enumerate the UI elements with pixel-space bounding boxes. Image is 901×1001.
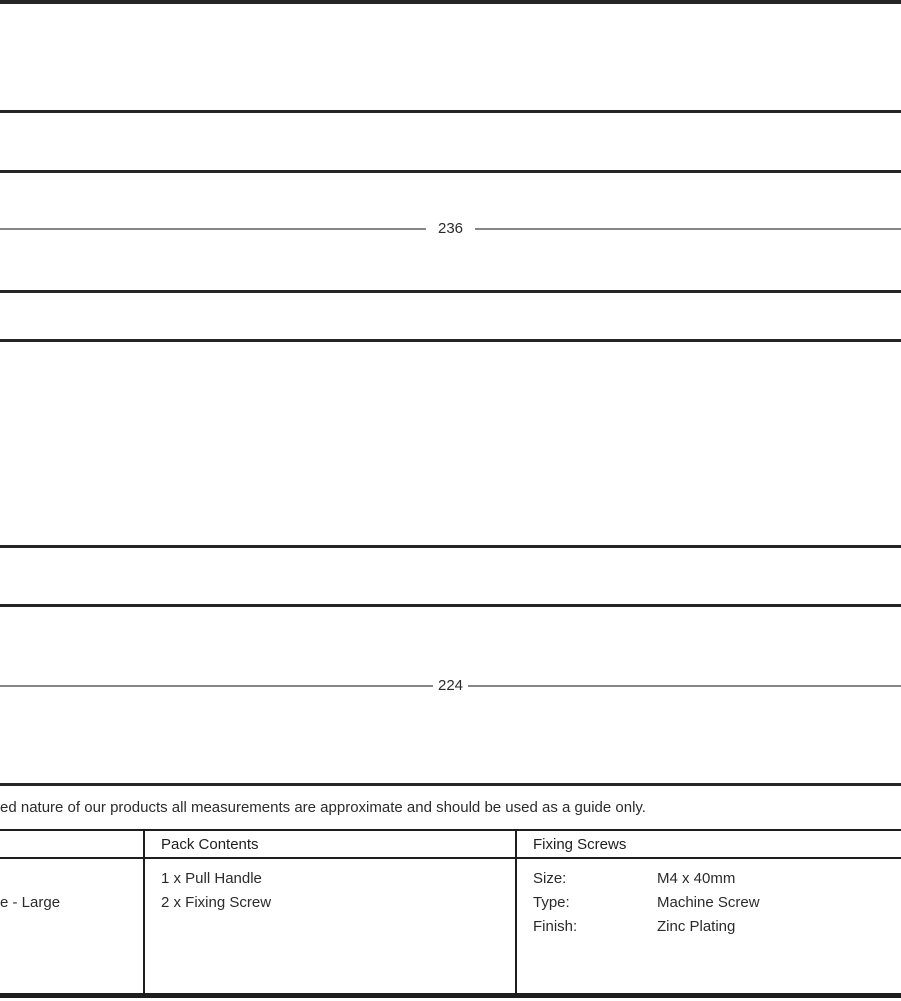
fixing-screws-label: Finish: <box>533 918 578 935</box>
spec-table-header-pack-contents: Pack Contents <box>145 831 517 859</box>
spec-table-header-fixing-screws: Fixing Screws <box>517 831 901 859</box>
fixing-screws-row <box>533 867 901 891</box>
dimension-line-left <box>0 685 433 687</box>
variant-label: e - Large <box>0 894 61 911</box>
drawing-outline-line-1 <box>0 0 901 4</box>
fixing-screws-label: Size: <box>533 870 567 887</box>
drawing-outline-line-7 <box>0 604 901 607</box>
spec-table <box>0 829 901 998</box>
fixing-screws-label: Type: <box>533 894 570 911</box>
fixing-screws-value: M4 x 40mm <box>657 870 736 887</box>
pack-contents-item: 2 x Fixing Screw <box>161 894 272 911</box>
drawing-outline-line-5 <box>0 339 901 342</box>
drawing-outline-line-8 <box>0 783 901 786</box>
dimension-line-right <box>475 228 901 230</box>
dimension-224 <box>0 677 901 695</box>
dimension-line-right <box>468 685 901 687</box>
drawing-outline-line-4 <box>0 290 901 293</box>
spec-table-header-variant <box>0 831 145 859</box>
dimension-236 <box>0 220 901 238</box>
fixing-screws-row <box>533 915 901 939</box>
measurements-disclaimer: ed nature of our products all measurements are approximate and should be used as a guide only. <box>0 799 646 816</box>
drawing-outline-line-2 <box>0 110 901 113</box>
fixing-screws-value: Machine Screw <box>657 894 760 911</box>
fixing-screws-value: Zinc Plating <box>657 918 736 935</box>
drawing-outline-line-3 <box>0 170 901 173</box>
table-cell-pack-contents <box>145 859 517 993</box>
fixing-screws-row <box>533 891 901 915</box>
dimension-label: 224 <box>437 677 464 694</box>
table-cell-variant <box>0 859 145 993</box>
drawing-outline-line-6 <box>0 545 901 548</box>
table-cell-fixing-screws <box>517 859 901 993</box>
dimension-line-left <box>0 228 426 230</box>
dimension-label: 236 <box>437 220 464 237</box>
pack-contents-item: 1 x Pull Handle <box>161 870 262 887</box>
